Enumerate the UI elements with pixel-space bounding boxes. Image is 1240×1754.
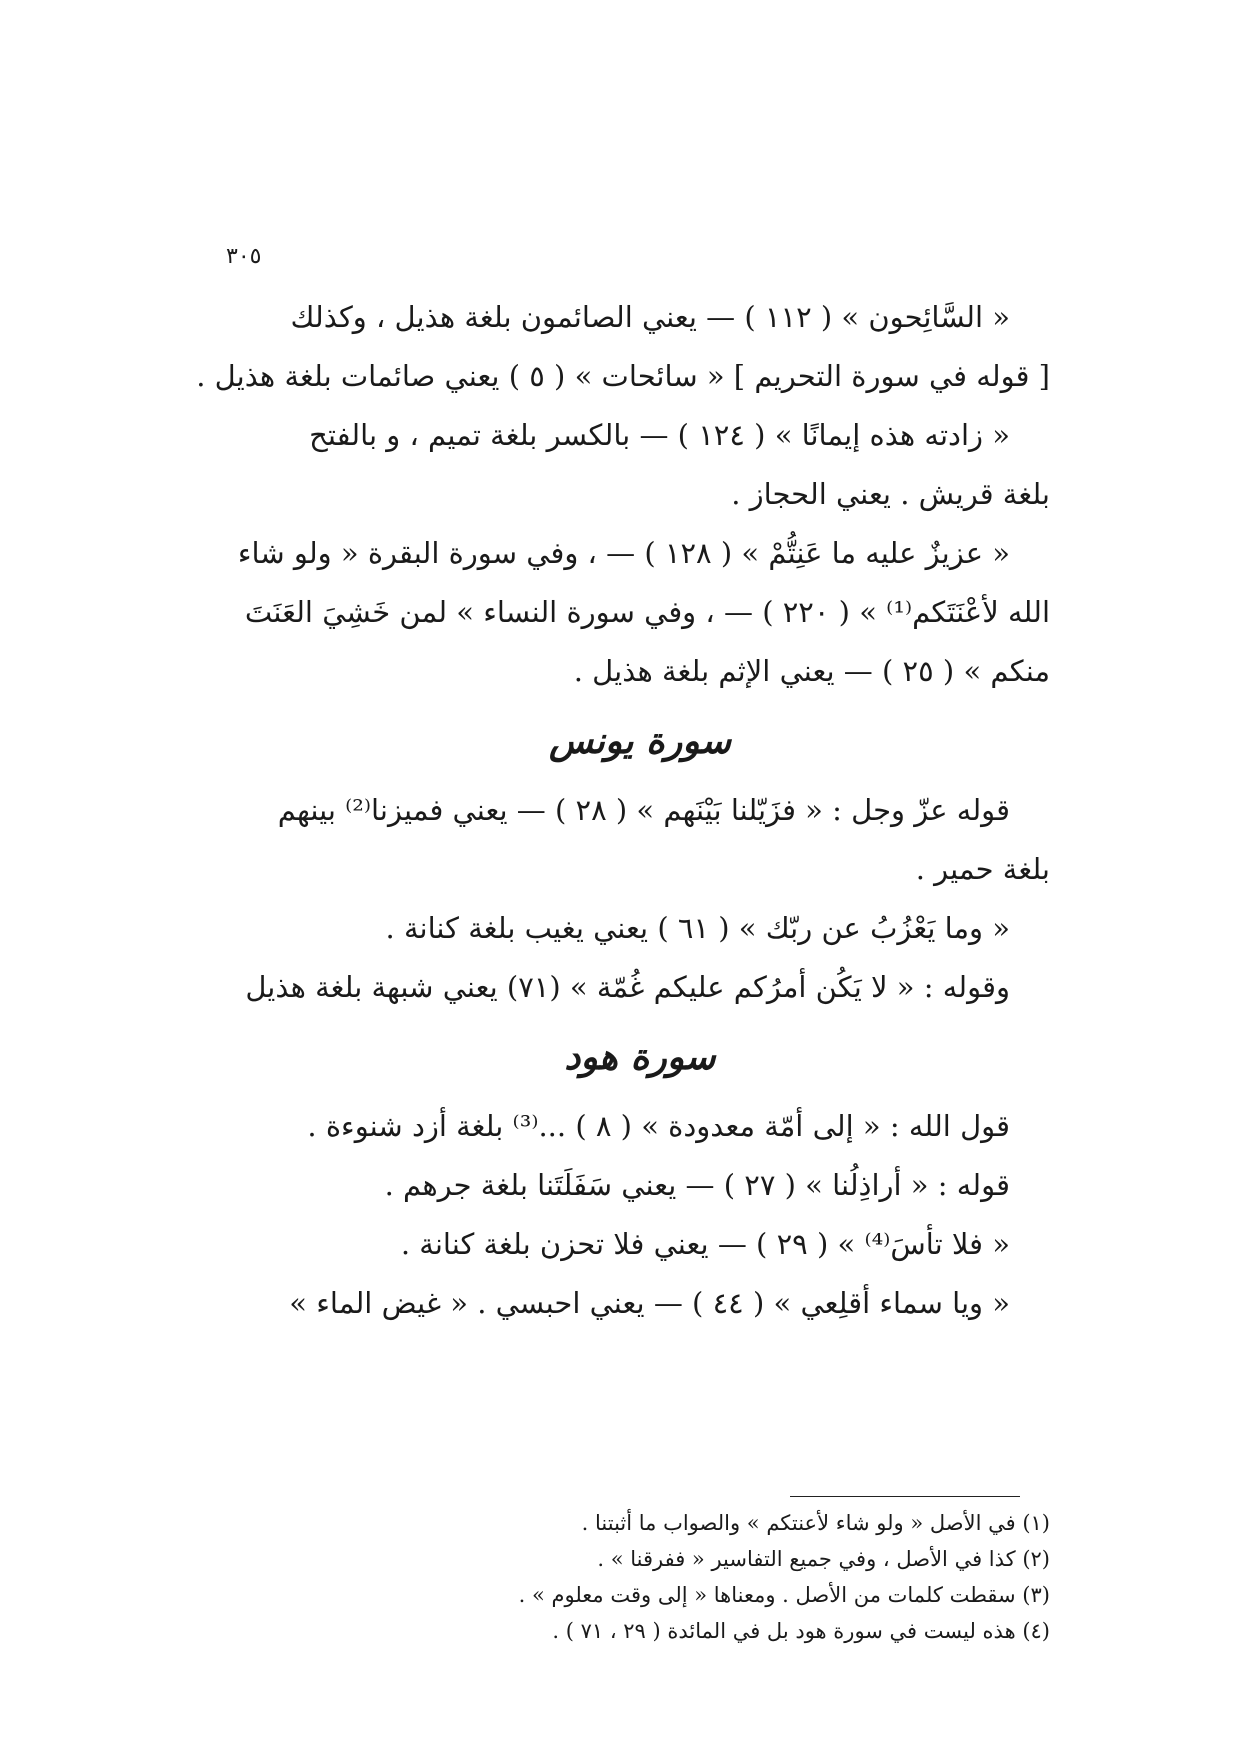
text-line: « فلا تأسَ⁽⁴⁾ » ( ٢٩ ) — يعني فلا تحزن بلغة كنانة . [400,1227,1010,1261]
footnote: (٣) سقطت كلمات من الأصل . ومعناها « إلى وقت معلوم » . [518,1583,1050,1607]
text-line: قول الله : « إلى أمّة معدودة » ( ٨ ) ...⁽³⁾ بلغة أزد شنوءة . [307,1109,1010,1143]
text-line: قوله عزّ وجل : « فزَيّلنا بَيْنَهم » ( ٢٨ ) — يعني فميزنا⁽²⁾ بينهم [277,793,1010,827]
footnote: (٢) كذا في الأصل ، وفي جميع التفاسير « ففرقنا » . [597,1547,1050,1571]
page-number: ٣٠٥ [226,244,262,269]
text-line: [ قوله في سورة التحريم ] « سائحات » ( ٥ ) يعني صائمات بلغة هذيل . [196,359,1050,393]
text-line: الله لأعْنَتَكم⁽¹⁾ » ( ٢٢٠ ) — ، وفي سورة النساء » لمن خَشِيَ العَنَتَ [244,595,1050,629]
text-line: « وما يَعْزُبُ عن ربّك » ( ٦١ ) يعني يغيب بلغة كنانة . [385,911,1010,945]
text-line: بلغة قريش . يعني الحجاز . [731,477,1050,511]
section-heading: سورة يونس [548,720,732,762]
text-line: منكم » ( ٢٥ ) — يعني الإثم بلغة هذيل . [573,654,1050,688]
text-line: بلغة حمير . [915,852,1050,886]
footnote-divider [790,1496,1020,1497]
text-line: « زادته هذه إيمانًا » ( ١٢٤ ) — بالكسر بلغة تميم ، و بالفتح [309,418,1010,452]
footnote: (٤) هذه ليست في سورة هود بل في المائدة ( ٢٩ ، ٧١ ) . [552,1619,1050,1643]
footnote: (١) في الأصل « ولو شاء لأعنتكم » والصواب ما أثبتنا . [581,1511,1050,1535]
text-line: وقوله : « لا يَكُن أمرُكم عليكم غُمّة » (٧١) يعني شبهة بلغة هذيل [245,970,1010,1004]
footnotes [400,1505,1050,1649]
section-heading: سورة هود [564,1036,716,1078]
text-line: قوله : « أراذِلُنا » ( ٢٧ ) — يعني سَفَلَتَنا بلغة جرهم . [384,1168,1010,1202]
text-line: « عزيزٌ عليه ما عَنِتُّمْ » ( ١٢٨ ) — ، وفي سورة البقرة « ولو شاء [237,536,1010,570]
text-line: « ويا سماء أقلِعي » ( ٤٤ ) — يعني احبسي . « غيض الماء » [289,1286,1010,1320]
main-text [196,288,1050,1333]
text-line: « السَّائِحون » ( ١١٢ ) — يعني الصائمون بلغة هذيل ، وكذلك [290,300,1010,334]
